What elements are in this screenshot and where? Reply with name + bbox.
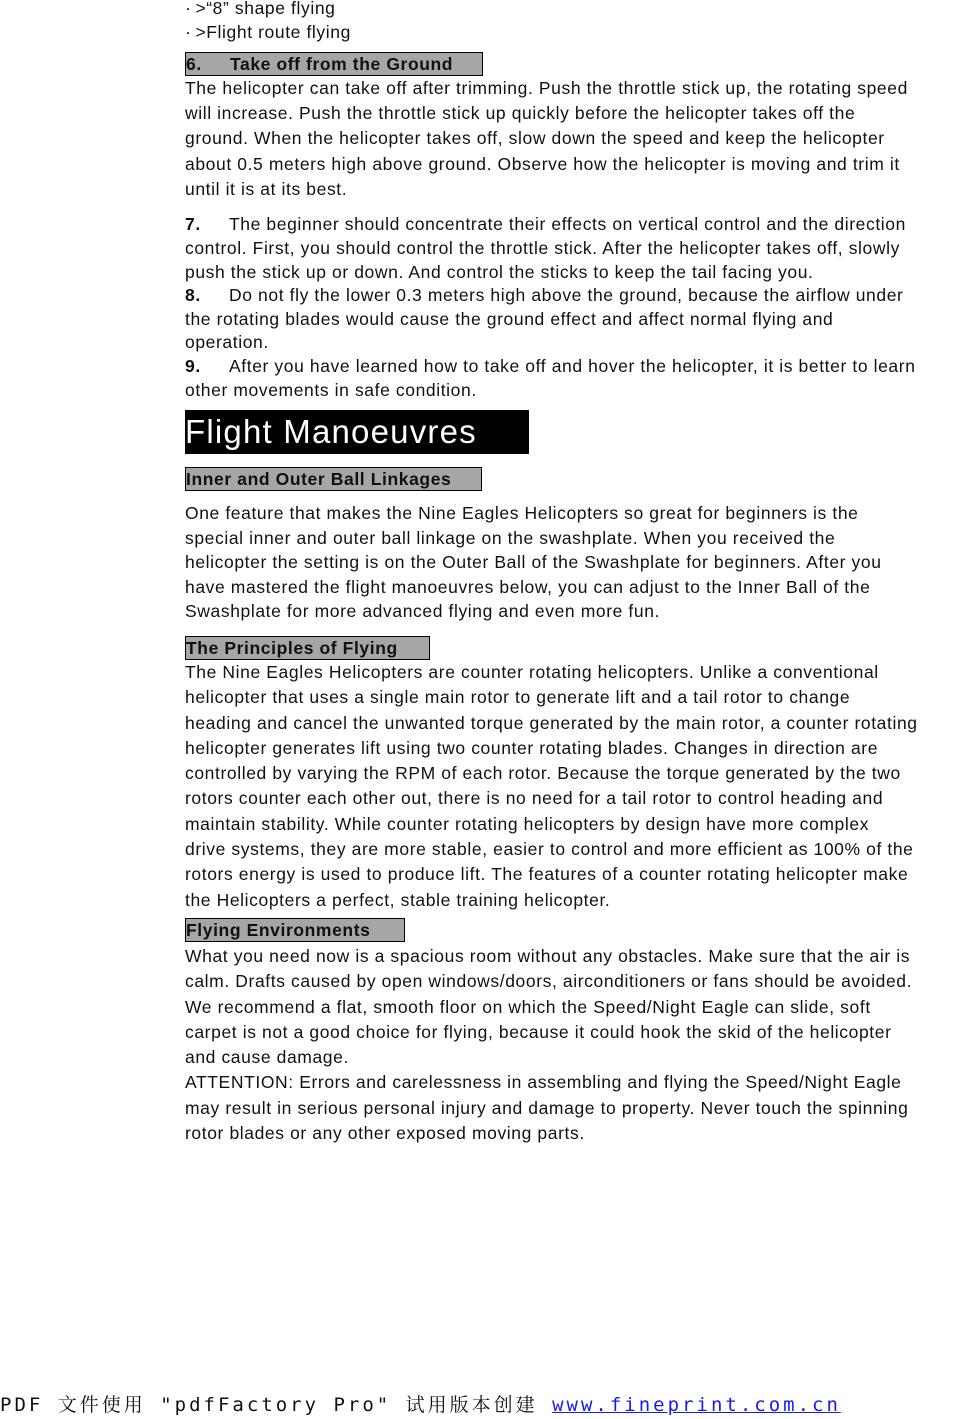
section-7-number: 7. (185, 214, 201, 234)
section-6-paragraph (185, 76, 908, 202)
bullet-item (185, 0, 351, 20)
pdf-footer (0, 1390, 841, 1417)
paragraph-line: other movements in safe condition. (185, 380, 477, 400)
paragraph-line: control. First, you should control the throttle stick. After the helicopter takes off, slowly (185, 238, 900, 258)
bullet-text: >“8” shape flying (195, 0, 336, 18)
paragraph-line: rotors energy is used to produce lift. The features of a counter rotating helicopter make (185, 864, 909, 885)
section-9-paragraph (185, 354, 916, 402)
paragraph-line: have mastered the flight manoeuvres below, you can adjust to the Inner Ball of the (185, 576, 871, 597)
bullet-marker: · (185, 0, 192, 18)
paragraph-text: The beginner should concentrate their effects on vertical control and the direction (229, 214, 906, 234)
paragraph-line: may result in serious personal injury and damage to property. Never touch the spinning (185, 1097, 909, 1118)
principles-heading: The Principles of Flying (185, 636, 430, 660)
paragraph-line (185, 212, 906, 236)
paragraph-line: controlled by varying the RPM of each rotor. Because the torque generated by the two (185, 763, 901, 784)
attention-line: ATTENTION: Errors and carelessness in assembling and flying the Speed/Night Eagle (185, 1072, 902, 1093)
paragraph-line: We recommend a flat, smooth floor on which the Speed/Night Eagle can slide, soft (185, 996, 871, 1017)
bullet-text: >Flight route flying (195, 22, 351, 42)
section-7-paragraph (185, 212, 906, 284)
paragraph-line: What you need now is a spacious room without any obstacles. Make sure that the air is (185, 946, 911, 966)
paragraph-line: One feature that makes the Nine Eagles Helicopters so great for beginners is the (185, 503, 859, 523)
paragraph-line: carpet is not a good choice for flying, because it could hook the skid of the helicopter (185, 1021, 892, 1042)
paragraph-line: helicopter generates lift using two counter rotating blades. Changes in direction are (185, 737, 879, 758)
paragraph-line: Swashplate for more advanced flying and even more fun. (185, 601, 661, 622)
paragraph-line: push the stick up or down. And control the sticks to keep the tail facing you. (185, 262, 814, 282)
paragraph-line: special inner and outer ball linkage on the swashplate. When you received the (185, 527, 836, 548)
section-9-number: 9. (185, 356, 201, 376)
footer-text: PDF 文件使用 "pdfFactory Pro" 试用版本创建 (0, 1394, 553, 1416)
paragraph-line: The Nine Eagles Helicopters are counter rotating helicopters. Unlike a conventional (185, 662, 879, 682)
bullet-item (185, 20, 351, 44)
paragraph-line: will increase. Push the throttle stick up quickly before the helicopter takes off the (185, 103, 856, 124)
paragraph-line: The helicopter can take off after trimming. Push the throttle stick up, the rotating speed (185, 78, 908, 98)
paragraph-line: operation. (185, 332, 269, 352)
paragraph-line (185, 284, 904, 308)
section-6-title: Take off from the Ground (230, 54, 454, 74)
section-8-paragraph (185, 284, 904, 355)
section-8-number: 8. (185, 285, 201, 305)
paragraph-line: and cause damage. (185, 1047, 349, 1068)
paragraph-line: calm. Drafts caused by open windows/doors, airconditioners or fans should be avoided. (185, 971, 913, 992)
principles-paragraph (185, 660, 918, 913)
paragraph-line: until it is at its best. (185, 178, 348, 199)
paragraph-line: helicopter that uses a single main rotor to generate lift and a tail rotor to change (185, 687, 851, 708)
section-6-heading (185, 52, 483, 76)
paragraph-line: drive systems, they are more stable, easier to control and more efficient as 100% of the (185, 839, 914, 860)
bullet-marker: · (185, 22, 192, 42)
linkages-heading: Inner and Outer Ball Linkages (185, 467, 482, 491)
paragraph-line: the Helicopters a perfect, stable training helicopter. (185, 889, 611, 910)
environments-paragraph (185, 944, 912, 1146)
paragraph-line: rotor blades or any other exposed moving parts. (185, 1123, 585, 1144)
paragraph-text: Do not fly the lower 0.3 meters high above the ground, because the airflow under (229, 285, 904, 305)
paragraph-line: maintain stability. While counter rotating helicopters by design have more complex (185, 813, 870, 834)
linkages-paragraph (185, 501, 882, 624)
paragraph-line: rotors counter each other out, there is no need for a tail rotor to control heading and (185, 788, 884, 809)
paragraph-line: heading and cancel the unwanted torque generated by the main rotor, a counter rotating (185, 712, 918, 733)
paragraph-text: After you have learned how to take off and hover the helicopter, it is better to learn (229, 356, 916, 376)
paragraph-line: about 0.5 meters high above ground. Observe how the helicopter is moving and trim it (185, 153, 900, 174)
bullet-list (185, 0, 351, 44)
section-6-number: 6. (186, 54, 202, 74)
paragraph-line: ground. When the helicopter takes off, slow down the speed and keep the helicopter (185, 128, 885, 149)
paragraph-line (185, 354, 916, 378)
environments-heading: Flying Environments (185, 918, 405, 942)
fineprint-link[interactable]: www.fineprint.com.cn (552, 1394, 841, 1416)
paragraph-line: the rotating blades would cause the ground effect and affect normal flying and (185, 308, 834, 329)
paragraph-line: helicopter the setting is on the Outer Ball of the Swashplate for beginners. After you (185, 552, 882, 573)
section-banner: Flight Manoeuvres (185, 410, 529, 454)
